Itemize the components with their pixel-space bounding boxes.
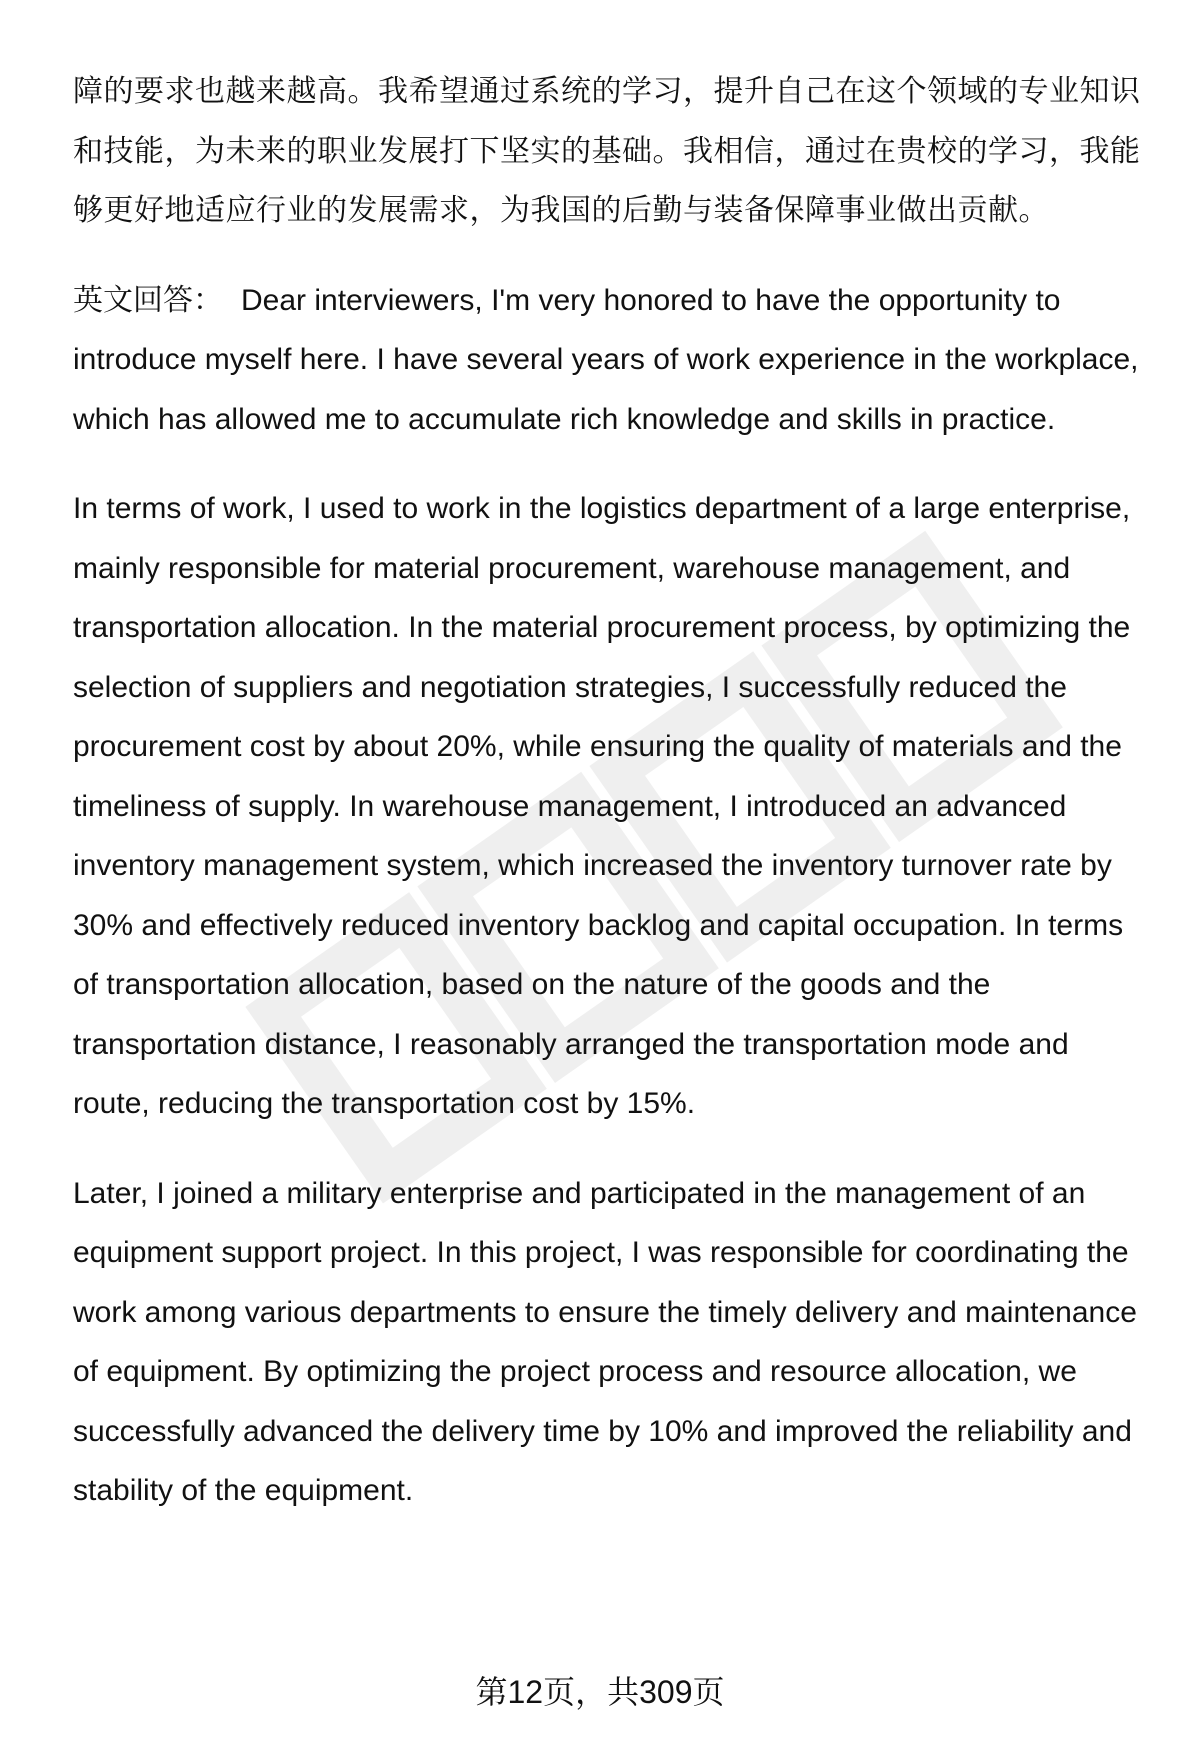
english-answer-paragraph [73,271,1153,450]
work-experience-paragraph: In terms of work, I used to work in the logistics department of a large enterprise, mainly responsible for material procurement, warehouse management, and transportation allocation. In the material procurement process, by optimizing the selection of suppliers and negotiation strategies, I successfully reduced the procurement cost by about 20%, while ensuring the quality of materials and the timeliness of supply. In warehouse management, I introduced an advanced inventory management system, which increased the inventory turnover rate by 30% and effectively reduced inventory backlog and capital occupation. In terms of transportation allocation, based on the nature of the goods and the transportation distance, I reasonably arranged the transportation mode and route, reducing the transportation cost by 15%. [73,492,1131,1120]
english-answer-text: Dear interviewers, I'm very honored to have the opportunity to introduce myself here. I have several years of work experience in the workplace, which has allowed me to accumulate rich knowledge and skills in practice. [73,283,1139,436]
document-body [73,62,1153,1521]
military-enterprise-paragraph: Later, I joined a military enterprise and participated in the management of an equipment support project. In this project, I was responsible for coordinating the work among various departments to ensure the timely delivery and maintenance of equipment. By optimizing the project process and resource allocation, we successfully advanced the delivery time by 10% and improved the reliability and stability of the equipment. [73,1176,1137,1507]
chinese-paragraph: 障的要求也越来越高。我希望通过系统的学习，提升自己在这个领域的专业知识和技能，为未来的职业发展打下坚实的基础。我相信，通过在贵校的学习，我能够更好地适应行业的发展需求，为我国的后勤与装备保障事业做出贡献。 [73,75,1141,227]
page-number-footer: 第12页，共309页 [475,1674,725,1710]
english-answer-label: 英文回答： [73,283,223,317]
